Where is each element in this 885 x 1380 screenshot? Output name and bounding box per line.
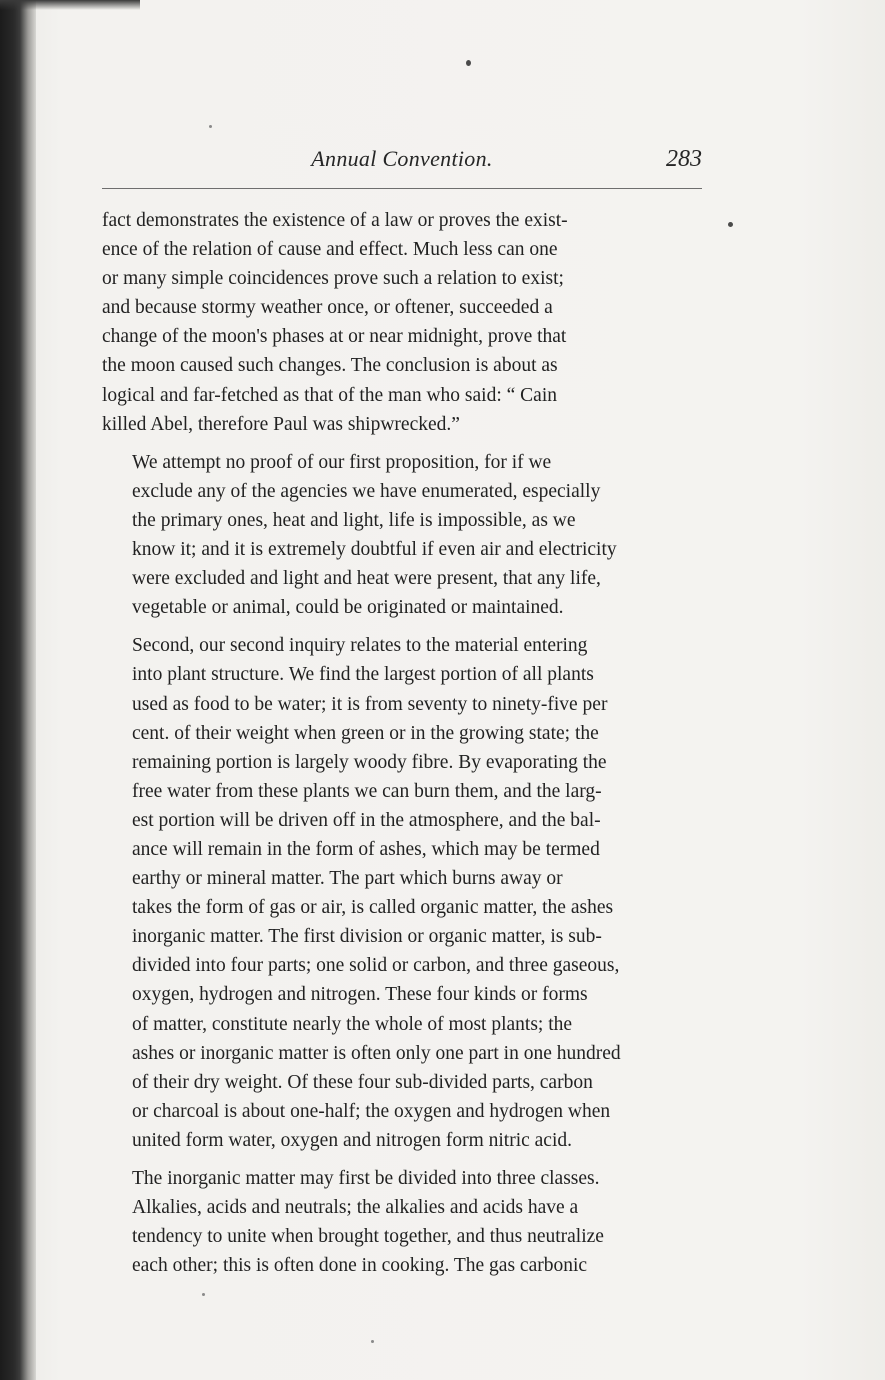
text-line: Second, our second inquiry relates to the material entering (132, 635, 588, 657)
header-rule (102, 188, 702, 189)
text-line: takes the form of gas or air, is called organic matter, the ashes (132, 897, 614, 919)
text-line: fact demonstrates the existence of a law or proves the exist- (102, 210, 568, 231)
text-line: cent. of their weight when green or in the growing state; the (132, 722, 599, 744)
page-number: 283 (666, 146, 702, 172)
text-line: inorganic matter. The first division or organic matter, is sub- (132, 926, 602, 948)
text-line: ence of the relation of cause and effect. Much less can one (102, 239, 558, 261)
text-line: divided into four parts; one solid or carbon, and three gaseous, (132, 955, 620, 977)
text-line: tendency to unite when brought together, and thus neutralize (132, 1226, 604, 1248)
text-line: change of the moon's phases at or near midnight, prove that (102, 326, 567, 348)
text-line: oxygen, hydrogen and nitrogen. These four kinds or forms (132, 984, 588, 1006)
text-line: ashes or inorganic matter is often only one part in one hundred (132, 1042, 621, 1064)
running-head (102, 146, 702, 180)
text-line: of their dry weight. Of these four sub-divided parts, carbon (132, 1071, 593, 1093)
text-line: united form water, oxygen and nitrogen form nitric acid. (132, 1129, 572, 1151)
paragraph-3 (102, 631, 702, 1155)
text-line: or charcoal is about one-half; the oxygen and hydrogen when (132, 1100, 611, 1122)
book-binding-edge (0, 0, 36, 1380)
text-line: vegetable or animal, could be originated or maintained. (132, 597, 564, 619)
paragraph-2 (102, 448, 702, 623)
text-line: ance will remain in the form of ashes, which may be termed (132, 838, 600, 860)
text-line: logical and far-fetched as that of the man who said: “ Cain (102, 384, 557, 406)
print-speck (728, 222, 733, 227)
text-line: or many simple coincidences prove such a relation to exist; (102, 268, 564, 290)
text-line: The inorganic matter may first be divided into three classes. (132, 1168, 600, 1189)
text-line: each other; this is often done in cooking. The gas carbonic (132, 1255, 588, 1277)
text-line: and because stormy weather once, or oftener, succeeded a (102, 297, 553, 319)
text-line: used as food to be water; it is from seventy to ninety-five per (132, 693, 608, 715)
paragraph-4 (102, 1164, 702, 1280)
text-line: of matter, constitute nearly the whole of most plants; the (132, 1013, 573, 1035)
text-line: earthy or mineral matter. The part which burns away or (132, 868, 563, 890)
text-line: est portion will be driven off in the atmosphere, and the bal- (132, 809, 601, 831)
print-speck (371, 1340, 374, 1343)
body-text (102, 206, 702, 1280)
text-line: exclude any of the agencies we have enumerated, especially (132, 480, 601, 502)
text-line: remaining portion is largely woody fibre. By evaporating the (132, 751, 607, 773)
text-line: killed Abel, therefore Paul was shipwrecked.” (102, 413, 460, 435)
print-speck (209, 125, 212, 128)
running-title: Annual Convention. (311, 146, 493, 171)
text-line: the primary ones, heat and light, life is impossible, as we (132, 509, 576, 531)
text-line: know it; and it is extremely doubtful if even air and electricity (132, 539, 617, 561)
text-line: the moon caused such changes. The conclusion is about as (102, 355, 558, 377)
text-line: Alkalies, acids and neutrals; the alkalies and acids have a (132, 1197, 579, 1219)
text-line: free water from these plants we can burn them, and the larg- (132, 780, 602, 802)
text-line: were excluded and light and heat were present, that any life, (132, 568, 601, 590)
text-line: into plant structure. We find the largest portion of all plants (132, 664, 594, 686)
text-line: We attempt no proof of our first proposition, for if we (132, 451, 552, 473)
print-speck (466, 60, 471, 66)
paragraph-1 (102, 206, 702, 439)
print-speck (202, 1293, 205, 1296)
